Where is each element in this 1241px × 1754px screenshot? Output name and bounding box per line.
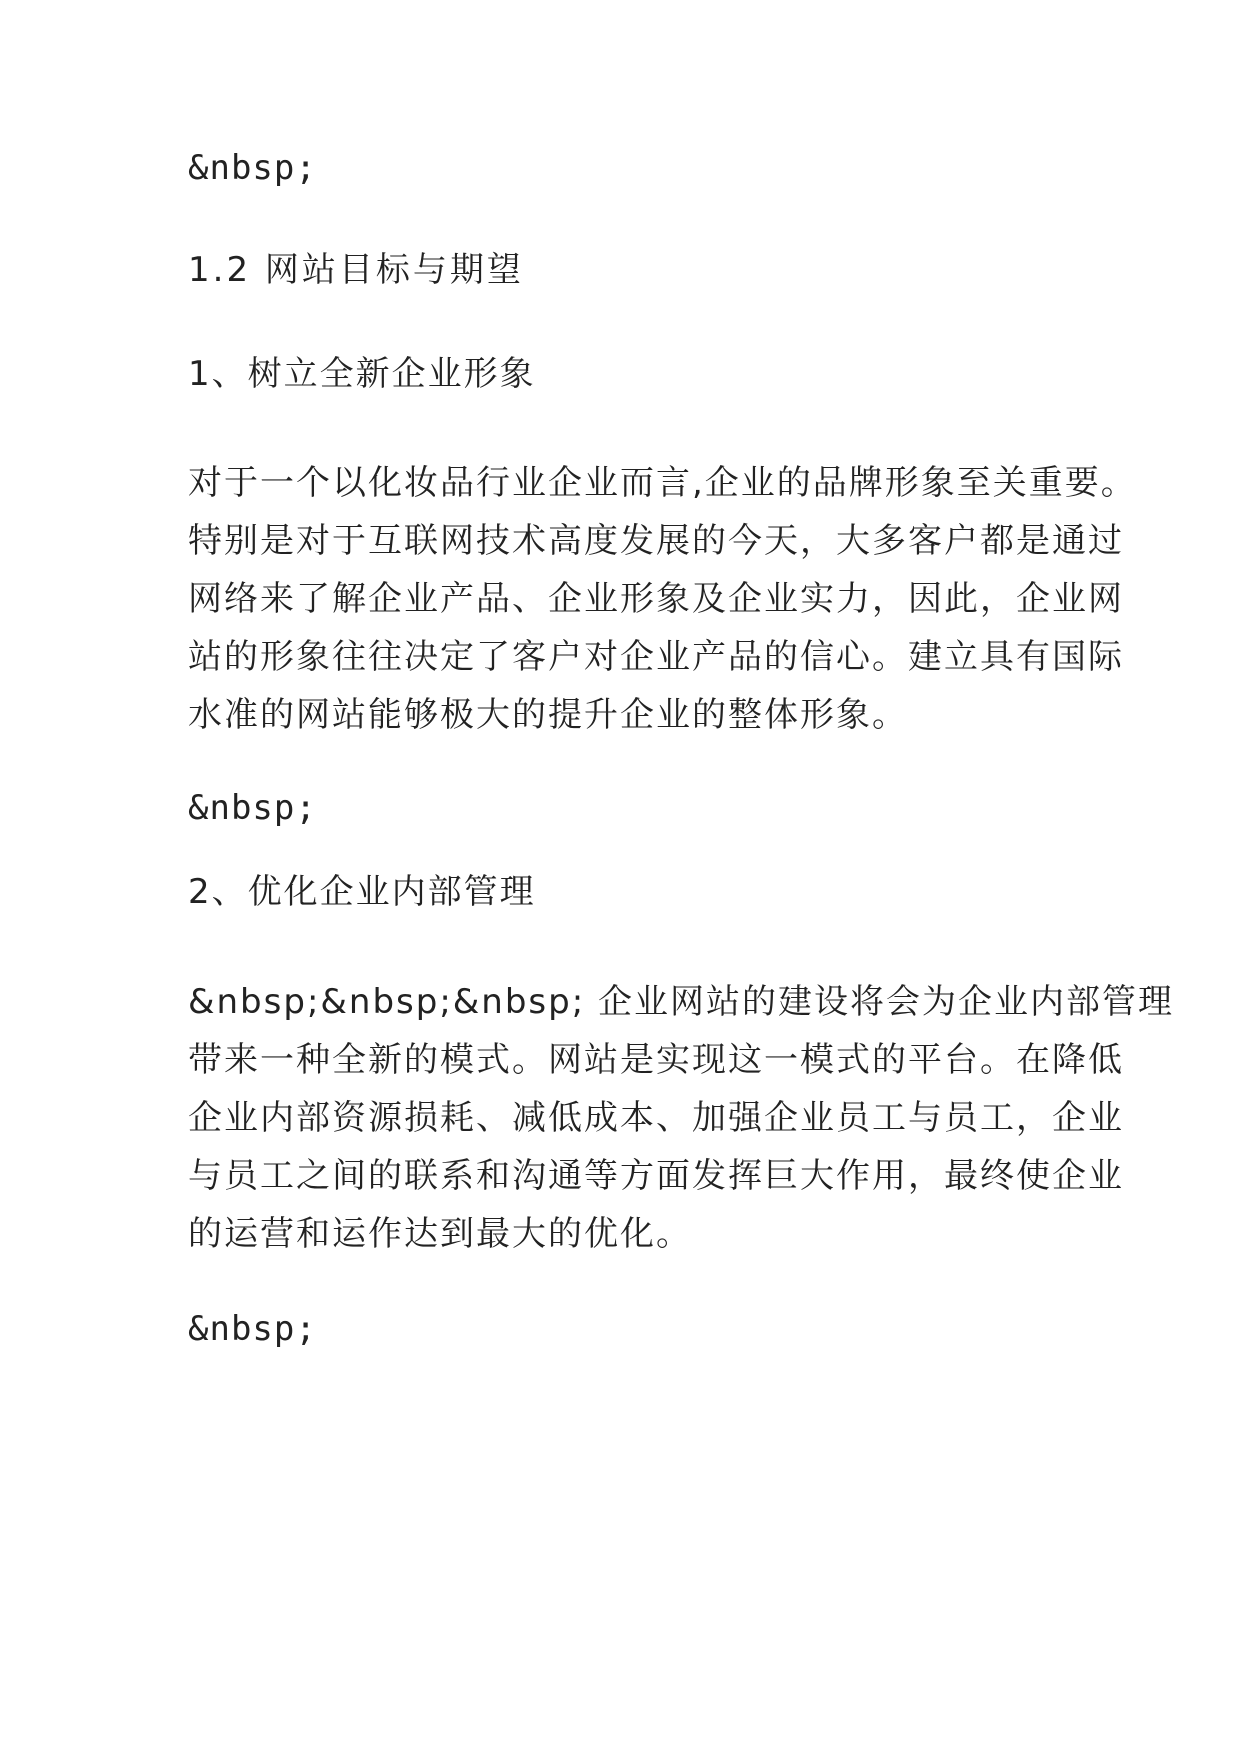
nbsp-placeholder-1: &nbsp; [188,148,317,188]
item-2-heading: 2、优化企业内部管理 [188,872,536,912]
paragraph-line: 网络来了解企业产品、企业形象及企业实力，因此，企业网 [188,579,1124,619]
paragraph-line: 的运营和运作达到最大的优化。 [188,1214,692,1254]
paragraph-line: 对于一个以化妆品行业企业而言,企业的品牌形象至关重要。 [188,463,1137,503]
paragraph-line: 带来一种全新的模式。网站是实现这一模式的平台。在降低 [188,1040,1124,1080]
nbsp-placeholder-3: &nbsp; [188,1309,317,1349]
paragraph-line: 与员工之间的联系和沟通等方面发挥巨大作用，最终使企业 [188,1156,1124,1196]
item-1-heading: 1、树立全新企业形象 [188,354,536,394]
paragraph-line: &nbsp;&nbsp;&nbsp; 企业网站的建设将会为企业内部管理 [188,982,1174,1022]
section-title: 1.2 网站目标与期望 [188,250,524,290]
paragraph-line: 特别是对于互联网技术高度发展的今天，大多客户都是通过 [188,521,1124,561]
paragraph-line: 站的形象往往决定了客户对企业产品的信心。建立具有国际 [188,637,1124,677]
item-1-paragraph [188,454,1137,744]
paragraph-line: 企业内部资源损耗、减低成本、加强企业员工与员工，企业 [188,1098,1124,1138]
item-2-paragraph [188,973,1174,1263]
paragraph-line: 水准的网站能够极大的提升企业的整体形象。 [188,695,908,735]
nbsp-placeholder-2: &nbsp; [188,788,317,828]
